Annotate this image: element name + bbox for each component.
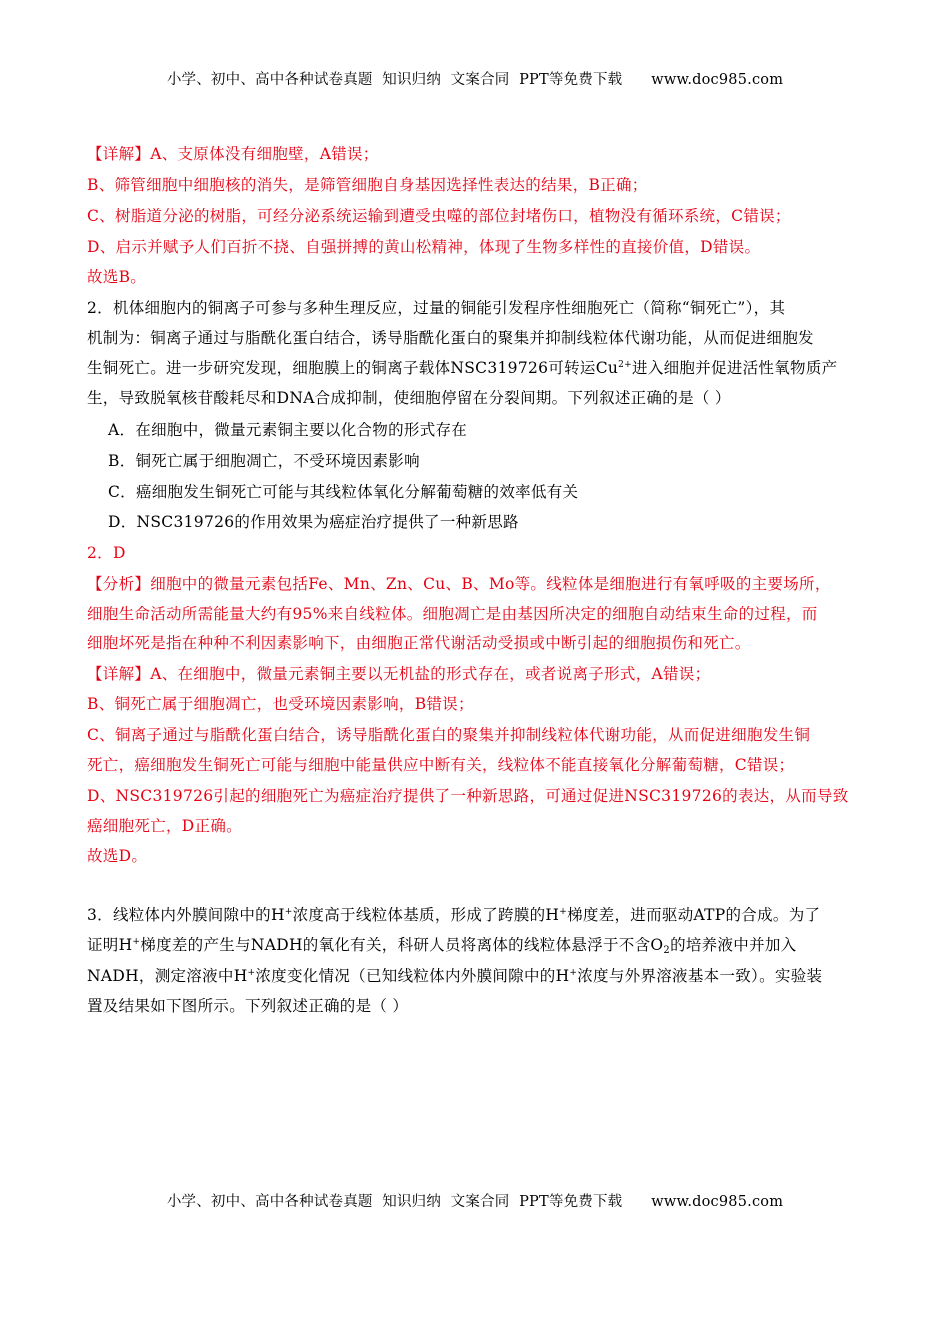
q1-detail-b: B、筛管细胞中细胞核的消失，是筛管细胞自身基因选择性表达的结果，B正确； bbox=[87, 176, 648, 194]
q3-l3-part2: 浓度变化情况（已知线粒体内外膜间隙中的H bbox=[255, 967, 570, 985]
q2-answer-key: 2．D bbox=[87, 544, 126, 562]
q3-stem-line2 bbox=[87, 935, 796, 955]
q2-detail-d1: D、NSC319726引起的细胞死亡为癌症治疗提供了一种新思路，可通过促进NSC319726的表达，从而导致 bbox=[87, 787, 849, 805]
q2-detail-b: B、铜死亡属于细胞凋亡，也受环境因素影响，B错误； bbox=[87, 695, 474, 713]
q1-final-answer: 故选B。 bbox=[87, 268, 147, 286]
page-header: 小学、初中、高中各种试卷真题 知识归纳 文案合同 PPT等免费下载 www.doc985.com bbox=[166, 72, 784, 88]
q3-l1-part2: 浓度高于线粒体基质，形成了跨膜的H bbox=[292, 906, 560, 924]
q3-l2-sup: + bbox=[132, 937, 141, 947]
q3-l1-part1: 3．线粒体内外膜间隙中的H bbox=[87, 906, 285, 924]
q3-l1-sup2: + bbox=[559, 907, 568, 917]
q1-detail-c: C、树脂道分泌的树脂，可经分泌系统运输到遭受虫噬的部位封堵伤口，植物没有循环系统，C错误； bbox=[87, 207, 791, 225]
q2-stem-line3-rest: 进入细胞并促进活性氧物质产 bbox=[632, 359, 838, 377]
q3-stem-line1 bbox=[87, 905, 820, 925]
q3-stem-line4: 置及结果如下图所示。下列叙述正确的是（ ） bbox=[87, 997, 409, 1015]
q1-detail-d: D、启示并赋予人们百折不挠、自强拼搏的黄山松精神，体现了生物多样性的直接价值，D错误。 bbox=[87, 238, 761, 256]
q3-l3-part1: NADH，测定溶液中H bbox=[87, 967, 248, 985]
q2-analysis-line2: 细胞生命活动所需能量大约有95%来自线粒体。细胞凋亡是由基因所决定的细胞自动结束生命的过程，而 bbox=[87, 605, 818, 623]
q3-l2-sub: 2 bbox=[663, 945, 671, 956]
q2-cu-superscript: 2+ bbox=[618, 360, 633, 370]
q2-detail-a: 【详解】A、在细胞中，微量元素铜主要以无机盐的形式存在，或者说离子形式，A错误； bbox=[87, 665, 711, 683]
q2-option-b: B．铜死亡属于细胞凋亡，不受环境因素影响 bbox=[108, 452, 420, 470]
q2-analysis-line1: 【分析】细胞中的微量元素包括Fe、Mn、Zn、Cu、B、Mo等。线粒体是细胞进行有氧呼吸的主要场所， bbox=[87, 575, 831, 593]
q2-stem-line4: 生，导致脱氧核苷酸耗尽和DNA合成抑制，使细胞停留在分裂间期。下列叙述正确的是（ ） bbox=[87, 389, 731, 407]
q3-stem-line3 bbox=[87, 966, 822, 986]
q1-detail-a: 【详解】A、支原体没有细胞壁，A错误； bbox=[87, 145, 379, 163]
q2-final-answer: 故选D。 bbox=[87, 847, 148, 865]
q2-detail-c2: 死亡，癌细胞发生铜死亡可能与细胞中能量供应中断有关，线粒体不能直接氧化分解葡萄糖，C错误； bbox=[87, 756, 795, 774]
q2-detail-d2: 癌细胞死亡，D正确。 bbox=[87, 817, 242, 835]
q3-l1-part3: 梯度差，进而驱动ATP的合成。为了 bbox=[567, 906, 821, 924]
q2-option-d: D．NSC319726的作用效果为癌症治疗提供了一种新思路 bbox=[108, 513, 519, 531]
q3-l1-sup1: + bbox=[284, 907, 293, 917]
q2-stem-line3 bbox=[87, 358, 837, 378]
q3-l2-part2: 梯度差的产生与NADH的氧化有关，科研人员将离体的线粒体悬浮于不含O bbox=[140, 936, 664, 954]
q2-stem-line2: 机制为：铜离子通过与脂酰化蛋白结合，诱导脂酰化蛋白的聚集并抑制线粒体代谢功能，从而促进细胞发 bbox=[87, 329, 814, 347]
q2-analysis-line3: 细胞坏死是指在种种不利因素影响下，由细胞正常代谢活动受损或中断引起的细胞损伤和死亡。 bbox=[87, 634, 751, 652]
q3-l3-sup2: + bbox=[569, 968, 578, 978]
q2-stem-line1: 2．机体细胞内的铜离子可参与多种生理反应，过量的铜能引发程序性细胞死亡（简称“铜死亡”），其 bbox=[87, 299, 786, 317]
q3-l2-part3: 的培养液中并加入 bbox=[670, 936, 797, 954]
q3-l3-sup1: + bbox=[247, 968, 256, 978]
q3-l2-part1: 证明H bbox=[87, 936, 133, 954]
q2-stem-line3-text: 生铜死亡。进一步研究发现，细胞膜上的铜离子载体NSC319726可转运Cu bbox=[87, 359, 619, 377]
q2-detail-c1: C、铜离子通过与脂酰化蛋白结合，诱导脂酰化蛋白的聚集并抑制线粒体代谢功能，从而促进细胞发生铜 bbox=[87, 726, 811, 744]
page-footer: 小学、初中、高中各种试卷真题 知识归纳 文案合同 PPT等免费下载 www.doc985.com bbox=[166, 1194, 784, 1210]
q2-option-a: A．在细胞中，微量元素铜主要以化合物的形式存在 bbox=[108, 421, 468, 439]
q2-option-c: C．癌细胞发生铜死亡可能与其线粒体氧化分解葡萄糖的效率低有关 bbox=[108, 483, 579, 501]
q3-l3-part3: 浓度与外界溶液基本一致）。实验装 bbox=[577, 967, 823, 985]
